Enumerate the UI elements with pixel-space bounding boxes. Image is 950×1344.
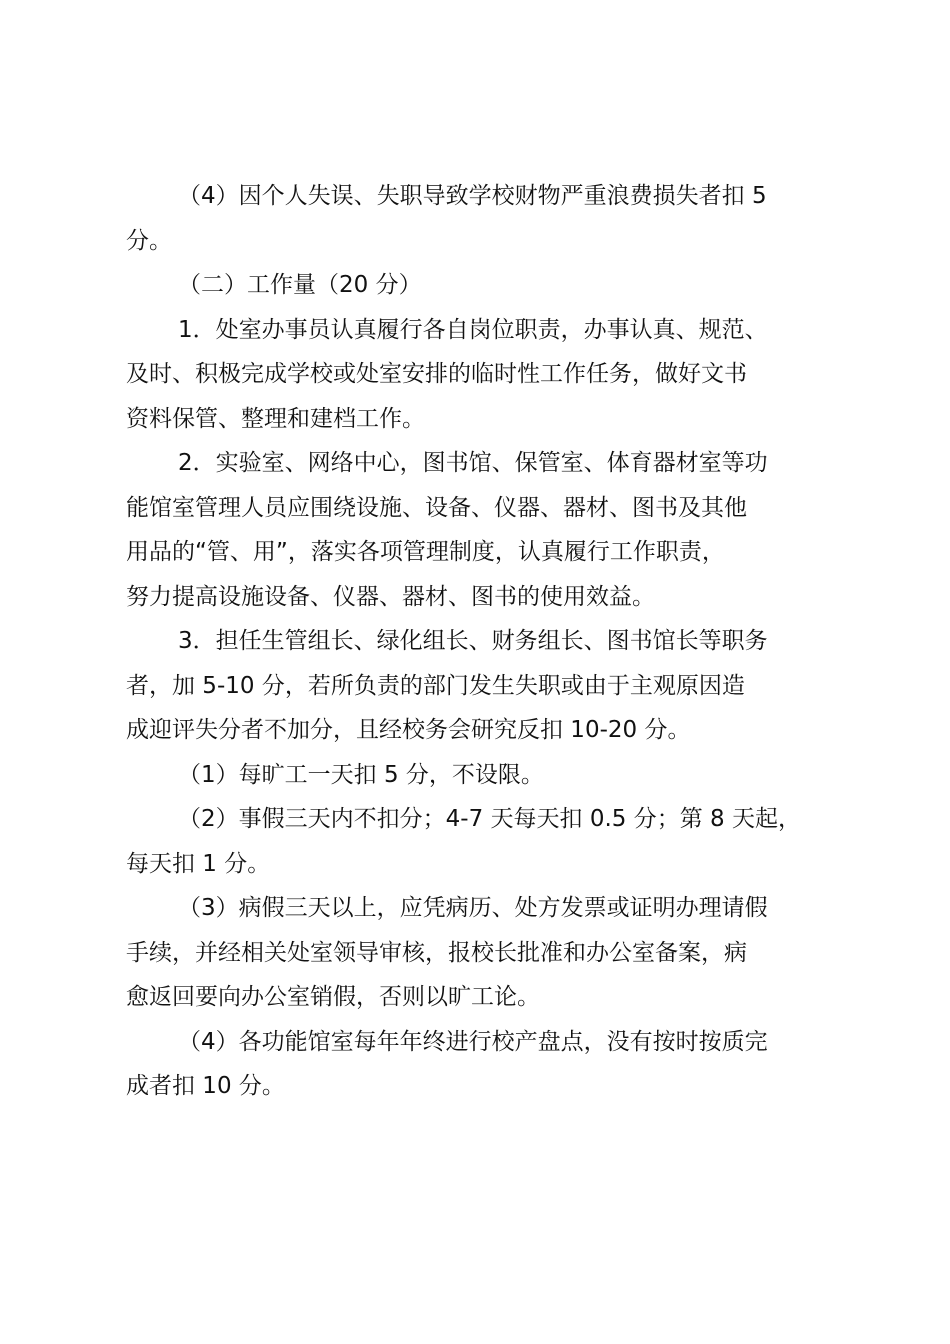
text-line: （4）因个人失误、失职导致学校财物严重浪费损失者扣 5 bbox=[178, 183, 767, 209]
text-line: 成者扣 10 分。 bbox=[126, 1073, 285, 1099]
text-line: 2．实验室、网络中心，图书馆、保管室、体育器材室等功 bbox=[178, 450, 768, 476]
text-line: 及时、积极完成学校或处室安排的临时性工作任务，做好文书 bbox=[126, 361, 747, 387]
text-line: 资料保管、整理和建档工作。 bbox=[126, 405, 425, 432]
text-line: （3）病假三天以上，应凭病历、处方发票或证明办理请假 bbox=[178, 895, 768, 921]
text-line: （2）事假三天内不扣分；4-7 天每天扣 0.5 分；第 8 天起， bbox=[178, 806, 801, 832]
paragraph-sick-leave-3 bbox=[126, 886, 842, 1020]
text-line: 每天扣 1 分。 bbox=[126, 850, 271, 877]
text-line: 成迎评失分者不加分，且经校务会研究反扣 10-20 分。 bbox=[126, 717, 691, 743]
paragraph-deduction-4 bbox=[126, 174, 842, 263]
text-line: 努力提高设施设备、仪器、器材、图书的使用效益。 bbox=[126, 583, 655, 610]
document-body bbox=[126, 174, 842, 1109]
paragraph-leave-2 bbox=[126, 797, 842, 886]
text-line: 用品的“管、用”，落实各项管理制度，认真履行工作职责， bbox=[126, 539, 725, 565]
section-heading-workload bbox=[126, 263, 842, 308]
text-line: 3．担任生管组长、绿化组长、财务组长、图书馆长等职务 bbox=[178, 628, 768, 654]
text-line: （4）各功能馆室每年年终进行校产盘点，没有按时按质完 bbox=[178, 1028, 768, 1055]
text-line: 1．处室办事员认真履行各自岗位职责，办事认真、规范、 bbox=[178, 316, 768, 343]
paragraph-absence-1 bbox=[126, 753, 842, 798]
text-line: 能馆室管理人员应围绕设施、设备、仪器、器材、图书及其他 bbox=[126, 494, 747, 521]
text-line: （二）工作量（20 分） bbox=[178, 272, 422, 298]
text-line: （1）每旷工一天扣 5 分，不设限。 bbox=[178, 761, 544, 788]
paragraph-item-1 bbox=[126, 308, 842, 442]
paragraph-item-3 bbox=[126, 619, 842, 753]
text-line: 愈返回要向办公室销假，否则以旷工论。 bbox=[126, 984, 540, 1010]
text-line: 分。 bbox=[126, 227, 172, 254]
text-line: 手续，并经相关处室领导审核，报校长批准和办公室备案，病 bbox=[126, 939, 747, 966]
paragraph-item-2 bbox=[126, 441, 842, 619]
paragraph-inventory-4 bbox=[126, 1020, 842, 1109]
text-line: 者，加 5-10 分，若所负责的部门发生失职或由于主观原因造 bbox=[126, 672, 745, 699]
